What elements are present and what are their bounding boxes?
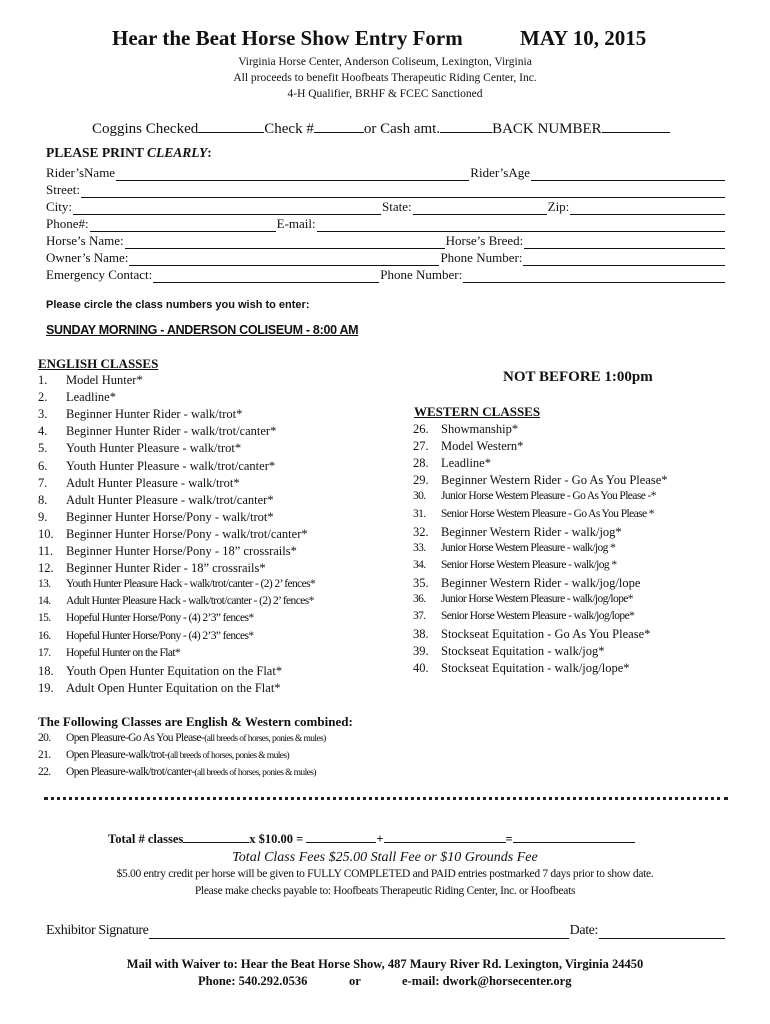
- class-number: 1.: [38, 373, 48, 387]
- class-name: Leadline*: [66, 390, 116, 405]
- class-number: 34.: [413, 558, 426, 571]
- english-heading: ENGLISH CLASSES: [38, 356, 159, 371]
- coggins-field[interactable]: [198, 121, 264, 133]
- phone-row: [46, 215, 726, 232]
- horse-name-row: [46, 232, 726, 249]
- western-heading: WESTERN CLASSES: [414, 404, 541, 419]
- class-name: Open Pleasure-walk/trot-: [66, 749, 168, 761]
- class-item[interactable]: [38, 544, 297, 559]
- class-number: 13.: [38, 578, 51, 591]
- signature-field[interactable]: [149, 926, 568, 939]
- owner-row: [46, 249, 726, 266]
- class-item[interactable]: [413, 508, 654, 520]
- fees-note: Total Class Fees $25.00 Stall Fee or $10 Grounds Fee: [232, 850, 538, 865]
- benefit-line: All proceeds to benefit Hoofbeats Therapeutic Riding Center, Inc.: [233, 72, 537, 84]
- owner-phone-label: Phone Number:: [440, 250, 523, 265]
- phone-label: Phone#:: [46, 216, 89, 231]
- class-number: 29.: [413, 473, 429, 488]
- footer-or: or: [349, 974, 361, 988]
- signature-label: Exhibitor Signature: [46, 923, 149, 938]
- dotted-divider: [44, 797, 728, 800]
- class-item[interactable]: [38, 664, 282, 679]
- class-name: Junior Horse Western Pleasure - Go As You Please -*: [441, 490, 656, 503]
- phone-field[interactable]: [90, 219, 276, 232]
- class-item[interactable]: [38, 595, 314, 607]
- class-number: 4.: [38, 424, 48, 439]
- horse-breed-label: Horse’s Breed:: [445, 233, 524, 248]
- rider-name-field[interactable]: [116, 168, 469, 181]
- form-title: Hear the Beat Horse Show Entry Form: [112, 26, 463, 50]
- class-number: 5.: [38, 441, 48, 456]
- street-field[interactable]: [81, 185, 725, 198]
- class-name: Youth Hunter Pleasure Hack - walk/trot/canter - (2) 2’ fences*: [66, 578, 316, 591]
- check-field[interactable]: [314, 121, 364, 133]
- class-number: 35.: [413, 575, 429, 590]
- cash-field[interactable]: [440, 121, 492, 133]
- class-name: Youth Hunter Pleasure - walk/trot/canter*: [66, 458, 276, 473]
- class-item[interactable]: [413, 490, 656, 502]
- class-item[interactable]: [38, 493, 274, 508]
- class-number: 18.: [38, 663, 54, 678]
- emergency-phone-label: Phone Number:: [380, 267, 463, 282]
- city-label: City:: [46, 199, 73, 214]
- class-name: Beginner Hunter Rider - walk/trot/canter*: [66, 424, 277, 439]
- entry-credit-note: $5.00 entry credit per horse will be given to FULLY COMPLETED and PAID entries postmarked 7 days prior to show date.: [116, 868, 654, 880]
- class-name: Open Pleasure-walk/trot/canter-: [66, 766, 195, 778]
- combined-heading: The Following Classes are English & Western combined:: [38, 714, 353, 729]
- footer-email: e-mail: dwork@horsecenter.org: [402, 974, 572, 988]
- class-number: 15.: [38, 612, 51, 625]
- class-item[interactable]: [38, 373, 143, 388]
- class-number: 22.: [38, 766, 51, 778]
- street-row: [46, 181, 726, 198]
- checks-payable-note: Please make checks payable to: Hoofbeats Therapeutic Riding Center, Inc. or Hoofbeats: [194, 885, 576, 897]
- class-item[interactable]: [38, 681, 281, 696]
- class-number: 19.: [38, 680, 54, 695]
- class-number: 14.: [38, 595, 51, 608]
- class-name: Beginner Hunter Rider - 18” crossrails*: [66, 561, 266, 576]
- class-note: (all breeds of horses, ponies & mules): [204, 734, 326, 744]
- class-number: 28.: [413, 456, 429, 471]
- class-number: 16.: [38, 629, 51, 642]
- class-name: Open Pleasure-Go As You Please-: [66, 732, 205, 744]
- zip-label: Zip:: [547, 199, 570, 214]
- class-number: 12.: [38, 561, 54, 576]
- class-item[interactable]: [38, 476, 240, 491]
- class-note: (all breeds of horses, ponies & mules): [167, 751, 290, 761]
- class-item[interactable]: [413, 542, 615, 554]
- equals-sign: =: [505, 832, 513, 846]
- class-name: Hopeful Hunter Horse/Pony - (4) 2’3” fences*: [66, 612, 254, 625]
- class-name: Beginner Hunter Horse/Pony - walk/trot*: [66, 509, 274, 524]
- class-note: (all breeds of horses, ponies & mules): [194, 768, 316, 778]
- class-item[interactable]: [413, 627, 650, 642]
- class-name: Junior Horse Western Pleasure - walk/jog/lope*: [441, 593, 633, 605]
- total-classes-field[interactable]: [183, 831, 249, 843]
- rider-name-row: [46, 164, 726, 181]
- city-row: [46, 198, 726, 215]
- class-item[interactable]: [38, 647, 180, 659]
- check-label: Check #: [264, 121, 314, 137]
- owner-phone-field[interactable]: [523, 253, 725, 266]
- class-name: Leadline*: [441, 456, 491, 471]
- class-number: 10.: [38, 526, 54, 541]
- class-name: Adult Open Hunter Equitation on the Flat*: [66, 680, 281, 695]
- signature-date-label: Date:: [569, 923, 598, 938]
- class-number: 40.: [413, 661, 429, 676]
- cash-label: or Cash amt.: [363, 121, 441, 137]
- rider-age-label: Rider’sAge: [470, 165, 530, 180]
- back-number-field[interactable]: [602, 121, 670, 133]
- class-item[interactable]: [413, 559, 617, 571]
- back-number-label: BACK NUMBER: [492, 121, 602, 137]
- class-number: 37.: [413, 610, 426, 623]
- class-item[interactable]: [38, 749, 289, 761]
- circle-instructions: Please circle the class numbers you wish to enter:: [46, 299, 310, 311]
- class-item[interactable]: [413, 644, 605, 659]
- totals-line: [108, 831, 635, 847]
- horse-name-label: Horse’s Name:: [46, 233, 124, 248]
- class-name: Beginner Western Rider - walk/jog*: [441, 524, 622, 539]
- class-item[interactable]: [38, 612, 254, 624]
- session-heading: SUNDAY MORNING - ANDERSON COLISEUM - 8:00 AM: [46, 323, 359, 337]
- class-number: 33.: [413, 541, 426, 554]
- horse-breed-field[interactable]: [524, 236, 725, 249]
- class-item[interactable]: [38, 424, 276, 439]
- class-name: Adult Hunter Pleasure - walk/trot/canter*: [66, 492, 274, 507]
- price-label: x $10.00 =: [249, 832, 304, 846]
- class-name: Youth Open Hunter Equitation on the Flat*: [66, 663, 283, 678]
- class-number: 31.: [413, 507, 426, 520]
- class-name: Showmanship*: [441, 422, 519, 436]
- class-number: 27.: [413, 439, 429, 454]
- class-item[interactable]: [413, 661, 630, 676]
- class-number: 9.: [38, 509, 48, 524]
- class-name: Beginner Hunter Horse/Pony - walk/trot/canter*: [66, 526, 308, 541]
- class-name: Hopeful Hunter Horse/Pony - (4) 2’3” fences*: [66, 629, 254, 642]
- rider-name-label: Rider’sName: [46, 165, 116, 180]
- grand-total-field[interactable]: [513, 831, 635, 843]
- venue-line: Virginia Horse Center, Anderson Coliseum, Lexington, Virginia: [238, 56, 532, 68]
- class-item[interactable]: [38, 732, 326, 744]
- class-item[interactable]: [413, 456, 491, 471]
- class-number: 2.: [38, 390, 48, 405]
- class-number: 21.: [38, 749, 51, 761]
- class-number: 38.: [413, 627, 429, 642]
- subtotal-field[interactable]: [306, 831, 376, 843]
- class-item[interactable]: [38, 561, 266, 576]
- class-name: Junior Horse Western Pleasure - walk/jog *: [441, 541, 616, 554]
- class-name: Adult Hunter Pleasure - walk/trot*: [66, 475, 240, 490]
- rider-age-field[interactable]: [531, 168, 725, 181]
- class-number: 26.: [413, 422, 429, 436]
- mail-address: Mail with Waiver to: Hear the Beat Horse Show, 487 Maury River Rd. Lexington, Virginia 24450: [126, 957, 644, 971]
- signature-row: [46, 922, 726, 939]
- class-item[interactable]: [413, 593, 633, 605]
- emergency-row: [46, 266, 726, 283]
- class-name: Beginner Hunter Horse/Pony - 18” crossrails*: [66, 544, 297, 558]
- total-classes-label: Total # classes: [108, 832, 184, 846]
- class-item[interactable]: [38, 441, 241, 456]
- owner-name-label: Owner’s Name:: [46, 250, 129, 265]
- plus-sign: +: [376, 832, 384, 846]
- class-name: Senior Horse Western Pleasure - Go As You Please *: [441, 507, 654, 520]
- class-name: Senior Horse Western Pleasure - walk/jog *: [441, 558, 617, 571]
- class-number: 7.: [38, 475, 48, 490]
- emergency-field[interactable]: [153, 270, 379, 283]
- email-field[interactable]: [317, 219, 725, 232]
- class-number: 39.: [413, 644, 429, 659]
- show-date: MAY 10, 2015: [520, 26, 647, 50]
- class-name: Beginner Western Rider - walk/jog/lope: [441, 575, 641, 590]
- class-item[interactable]: [413, 610, 634, 622]
- class-item[interactable]: [38, 766, 316, 778]
- class-number: 20.: [38, 732, 51, 744]
- class-number: 32.: [413, 524, 429, 539]
- class-name: Stockseat Equitation - Go As You Please*: [441, 627, 651, 642]
- class-name: Model Western*: [441, 439, 524, 454]
- class-name: Adult Hunter Pleasure Hack - walk/trot/canter - (2) 2’ fences*: [66, 595, 314, 608]
- class-name: Hopeful Hunter on the Flat*: [66, 646, 181, 659]
- footer-phone: Phone: 540.292.0536: [198, 974, 308, 988]
- email-label: E-mail:: [276, 216, 316, 231]
- not-before-note: NOT BEFORE 1:00pm: [503, 369, 653, 385]
- class-item[interactable]: [38, 510, 274, 525]
- class-item[interactable]: [413, 525, 622, 540]
- sanction-line: 4-H Qualifier, BRHF & FCEC Sanctioned: [287, 88, 483, 100]
- class-item[interactable]: [38, 390, 116, 405]
- class-number: 17.: [38, 646, 51, 659]
- class-item[interactable]: [413, 422, 518, 437]
- state-field[interactable]: [413, 202, 547, 215]
- class-item[interactable]: [413, 473, 668, 488]
- class-number: 11.: [38, 544, 54, 558]
- class-name: Senior Horse Western Pleasure - walk/jog/lope*: [441, 610, 635, 623]
- class-item[interactable]: [38, 527, 308, 542]
- class-item[interactable]: [38, 459, 275, 474]
- class-item[interactable]: [38, 407, 242, 422]
- class-number: 30.: [413, 490, 426, 503]
- street-label: Street:: [46, 182, 80, 197]
- zip-field[interactable]: [570, 202, 725, 215]
- class-item[interactable]: [413, 439, 523, 454]
- print-clearly-note: PLEASE PRINT CLEARLY:: [46, 145, 212, 160]
- class-name: Model Hunter*: [66, 373, 143, 387]
- owner-name-field[interactable]: [129, 253, 439, 266]
- class-name: Beginner Hunter Rider - walk/trot*: [66, 407, 243, 422]
- class-name: Beginner Western Rider - Go As You Please*: [441, 473, 668, 488]
- class-number: 6.: [38, 458, 48, 473]
- state-label: State:: [382, 199, 412, 214]
- class-number: 36.: [413, 593, 426, 605]
- office-use-line: [92, 121, 670, 138]
- class-name: Stockseat Equitation - walk/jog/lope*: [441, 661, 630, 676]
- emergency-label: Emergency Contact:: [46, 267, 153, 282]
- class-name: Youth Hunter Pleasure - walk/trot*: [66, 441, 242, 456]
- class-item[interactable]: [38, 578, 315, 590]
- class-number: 3.: [38, 407, 48, 422]
- coggins-label: Coggins Checked: [92, 121, 199, 137]
- horse-name-field[interactable]: [125, 236, 445, 249]
- class-name: Stockseat Equitation - walk/jog*: [441, 644, 605, 659]
- class-item[interactable]: [38, 630, 254, 642]
- class-item[interactable]: [413, 576, 640, 591]
- class-number: 8.: [38, 492, 48, 507]
- fee-field[interactable]: [384, 831, 506, 843]
- emergency-phone-field[interactable]: [463, 270, 725, 283]
- city-field[interactable]: [73, 202, 381, 215]
- signature-date-field[interactable]: [599, 926, 725, 939]
